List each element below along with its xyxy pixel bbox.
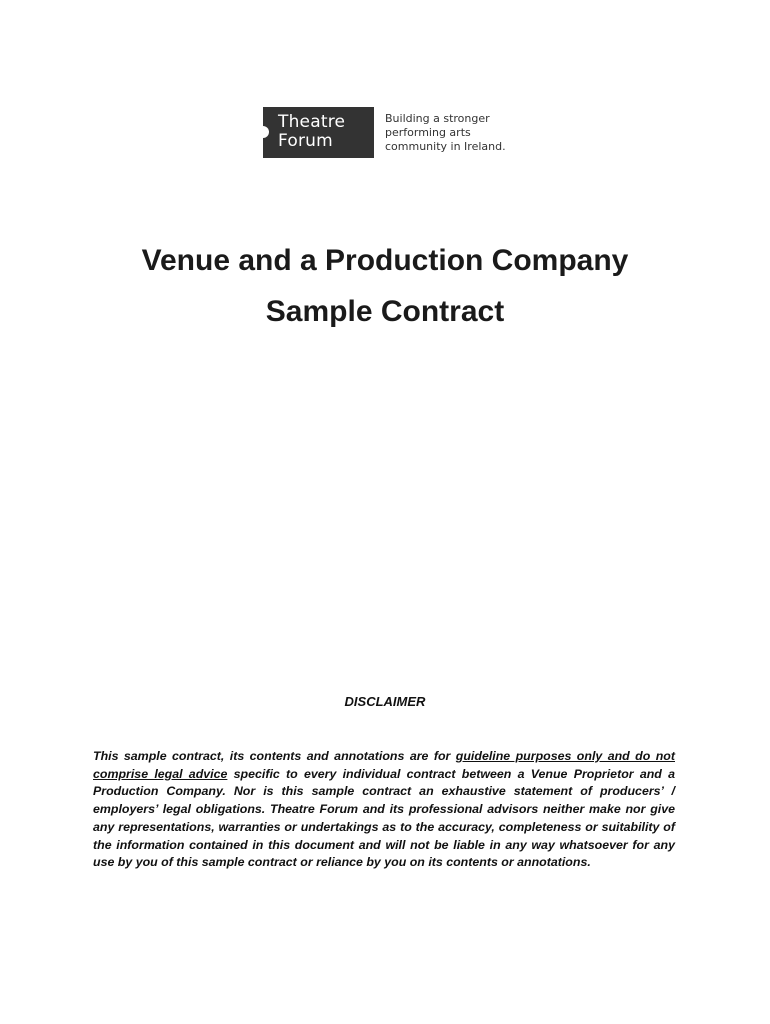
ticket-notch-icon xyxy=(257,126,269,138)
logo-word-theatre: Theatre xyxy=(278,112,346,132)
document-title-line-1: Venue and a Production Company xyxy=(141,244,629,277)
theatre-forum-logo xyxy=(263,107,506,158)
tagline-line: performing arts xyxy=(385,126,471,139)
disclaimer-heading: DISCLAIMER xyxy=(344,694,426,709)
disclaimer-paragraph xyxy=(93,748,675,872)
tagline-line: Building a stronger xyxy=(385,112,490,125)
logo-word-forum: Forum xyxy=(278,131,333,151)
logo-tagline xyxy=(385,112,506,154)
tagline-line: community in Ireland. xyxy=(385,140,506,153)
document-title-line-2: Sample Contract xyxy=(265,295,505,328)
disclaimer-underlined-text: guideline purposes only and do not comprise legal advice xyxy=(93,749,675,781)
disclaimer-rest: specific to every individual contract between a Venue Proprietor and a Production Company. Nor is this sample contract an exhaustive statement of producers’ / employers’ legal obligations. Theatre Forum and its professional advisors neither make nor give any representations, warranties or undertakings as to the accuracy, completeness or suitability of the information contained in this document and will not be liable in any way whatsoever for any use by you of this sample contract or reliance by you on its contents or annotations. xyxy=(93,766,675,870)
disclaimer-intro: This sample contract, its contents and annotations are for xyxy=(93,749,456,763)
logo-badge xyxy=(263,107,374,158)
